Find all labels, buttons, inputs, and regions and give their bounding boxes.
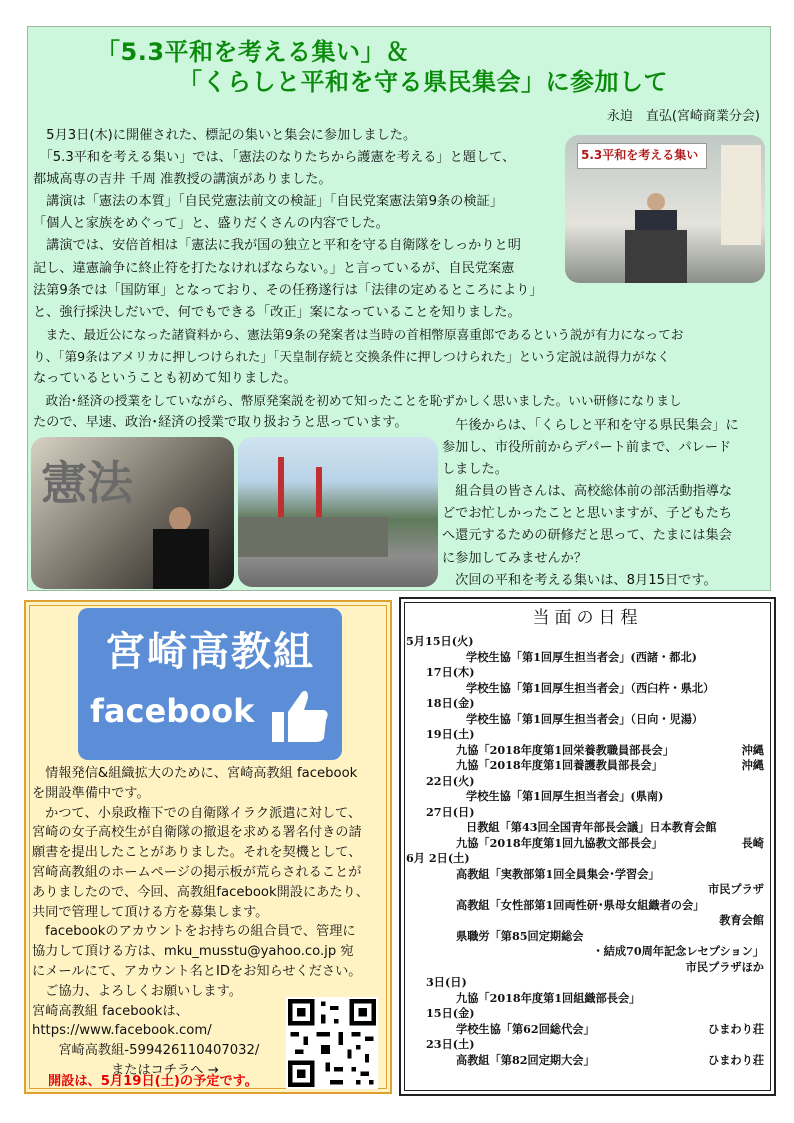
schedule-text: 3日(日): [426, 975, 467, 989]
schedule-date: [406, 727, 764, 743]
article-author: 永迫 直弘(宮崎商業分会): [606, 109, 760, 124]
article-line: 講演は「憲法の本質」「自民党憲法前文の検証」「自民党案憲法第9条の検証」: [33, 194, 503, 210]
schedule-event: [406, 913, 764, 929]
schedule-text: 学校生協「第1回厚生担当者会」(西諸・都北): [466, 649, 697, 664]
schedule-venue: 沖縄: [741, 742, 764, 757]
qr-code-icon[interactable]: [286, 997, 378, 1089]
schedule-text: 高教組「女性部第1回両性研･県母女組織者の会」: [456, 897, 705, 912]
schedule-text: 18日(金): [426, 696, 475, 710]
schedule-event: [406, 681, 764, 697]
article-line: たので、早速、政治･経済の授業で取り扱おうと思っています。: [33, 415, 408, 431]
schedule-event: [406, 650, 764, 666]
facebook-line: ご協力、よろしくお願いします。: [32, 983, 242, 999]
schedule-venue: 長崎: [741, 835, 764, 850]
article-line: り、「第9条はアメリカに押しつけられた」「天皇制存続と交換条件に押しつけられた」という定説は説得力がなく: [33, 348, 670, 364]
schedule-event: [406, 820, 764, 836]
facebook-url-line[interactable]: https://www.facebook.com/: [32, 1023, 212, 1039]
article-side-text: [442, 415, 765, 592]
article-line: 「5.3平和を考える集い」では、「憲法のなりたちから護憲を考える」と題して、: [33, 150, 516, 166]
schedule-date: [406, 805, 764, 821]
schedule-text: 学校生協「第1回厚生担当者会」(県南): [466, 789, 664, 803]
article-line: また、最近公になった諸資料から、憲法第9条の発案者は当時の首相幣原喜重郎であるという説が有力になってお: [33, 326, 684, 342]
facebook-line: 宮崎高教組 facebookは、: [32, 1003, 189, 1019]
schedule-text: 19日(土): [426, 727, 475, 741]
facebook-line: ありましたので、今回、高教組facebook開設にあたり、: [32, 884, 369, 900]
schedule-event: [406, 836, 764, 852]
schedule-event: [406, 743, 764, 759]
facebook-open-note: 開設は、5月19日(土)の予定です。: [48, 1074, 258, 1089]
lecture-photo-banner: 5.3平和を考える集い: [581, 148, 699, 162]
schedule-date: [406, 851, 764, 867]
article-line: と、強行採決しだいで、何でもできる「改正」案になっていることを知りました。: [33, 304, 521, 320]
facebook-email-line[interactable]: 協力して頂ける方は、mku_musstu@yahoo.co.jp 宛: [32, 944, 354, 960]
article-side-line: 参加し、市役所前からデパート前まで、パレード: [442, 440, 732, 456]
schedule-event: [406, 898, 764, 914]
schedule-title: 当面の日程: [532, 608, 643, 628]
article-title-line1: 「5.3平和を考える集い」＆: [96, 38, 410, 66]
article-side-line: しました。: [442, 462, 508, 478]
schedule-text: 6月 2日(土): [406, 851, 470, 865]
schedule-event: [406, 991, 764, 1007]
lecture-photo: [565, 135, 765, 283]
schedule-event: [406, 1053, 764, 1069]
article-side-line: どでお忙しかったことと思いますが、子どもたち: [442, 506, 733, 522]
thumbs-up-icon: [268, 682, 332, 746]
schedule-event: [406, 712, 764, 728]
schedule-date: [406, 696, 764, 712]
schedule-date: [406, 634, 764, 650]
schedule-venue: ひまわり荘: [708, 1052, 764, 1067]
schedule-text: 27日(日): [426, 804, 475, 819]
schedule-text: 学校生協「第1回厚生担当者会」（日向・児湯）: [466, 711, 704, 726]
schedule-venue: ・結成70周年記念レセプション」: [592, 944, 764, 958]
facebook-panel: [24, 600, 392, 1094]
schedule-date: [406, 1006, 764, 1022]
schedule-text: 高教組「実教部第1回全員集会･学習会」: [456, 866, 660, 881]
schedule-venue: ひまわり荘: [708, 1021, 764, 1036]
facebook-line: 情報発信&組織拡大のために、宮崎高教組 facebook: [32, 766, 358, 781]
article-line: なっているということも初めて知りました。: [33, 371, 297, 387]
facebook-line: かつて、小泉政権下での自衛隊イラク派遣に対して、: [32, 805, 362, 821]
schedule-venue: 市民プラザほか: [685, 959, 764, 974]
article-line: 法第9条では「国防軍」となっており、その任務遂行は「法律の定めるところにより」: [33, 282, 543, 298]
schedule-list: [406, 634, 764, 1068]
schedule-text: 日教組「第43回全国青年部長会議」日本教育会館: [466, 820, 717, 834]
kenpo-photo-text: 憲法: [41, 456, 133, 510]
article-side-line: 次回の平和を考える集いは、8月15日です。: [442, 572, 717, 588]
schedule-text: 九協「2018年度第1回栄養教職員部長会」: [456, 742, 674, 757]
schedule-event: [406, 944, 764, 960]
article-line: 政治･経済の授業をしていながら、幣原発案説を初めて知ったことを恥ずかしく思いました。いい研修になりまし: [33, 393, 682, 409]
facebook-logo-en: facebook: [90, 692, 255, 730]
facebook-line: facebookのアカウントをお持ちの組合員で、管理に: [32, 924, 356, 940]
schedule-event: [406, 960, 764, 976]
article-title-line2: 「くらしと平和を守る県民集会」に参加して: [178, 68, 668, 96]
article-side-line: に参加してみませんか？: [442, 550, 588, 566]
facebook-logo: [78, 608, 342, 760]
schedule-date: [406, 975, 764, 991]
schedule-text: 5月15日(火): [406, 634, 474, 648]
schedule-text: 高教組「第82回定期大会」: [456, 1052, 595, 1067]
article-side-line: 午後からは、「くらしと平和を守る県民集会」に: [442, 418, 739, 433]
schedule-event: [406, 882, 764, 898]
facebook-line: 共同で管理して頂ける方を募集します。: [32, 904, 269, 920]
schedule-date: [406, 1037, 764, 1053]
facebook-url-line[interactable]: 宮崎高教組-599426110407032/: [32, 1043, 260, 1059]
schedule-event: [406, 758, 764, 774]
schedule-venue: 教育会館: [719, 913, 764, 927]
schedule-text: 23日(土): [426, 1037, 475, 1051]
facebook-line: またはコチラへ →: [32, 1062, 219, 1078]
schedule-text: 学校生協「第1回厚生担当者会」（西臼杵・県北）: [466, 680, 715, 695]
schedule-text: 県職労「第85回定期総会: [456, 928, 584, 943]
facebook-line: にメールにて、アカウント名とIDをお知らせください。: [32, 963, 362, 979]
kenpo-lecture-photo: [31, 437, 234, 589]
schedule-event: [406, 867, 764, 883]
schedule-panel: [399, 597, 776, 1096]
article-line: 「個人と家族をめぐって」と、盛りだくさんの内容でした。: [33, 216, 389, 232]
article-side-line: 組合員の皆さんは、高校総体前の部活動指導な: [442, 484, 733, 500]
schedule-text: 15日(金): [426, 1006, 475, 1020]
schedule-text: 九協「2018年度第1回養護教員部長会」: [456, 758, 663, 772]
facebook-logo-jp: 宮崎高教組: [105, 629, 315, 675]
schedule-venue: 沖縄: [741, 758, 764, 772]
schedule-venue: 市民プラザ: [708, 882, 764, 896]
schedule-event: [406, 1022, 764, 1038]
schedule-text: 九協「2018年度第1回組織部長会」: [456, 990, 641, 1005]
article-line: 都城高専の吉井 千周 准教授の講演がありました。: [33, 172, 332, 188]
article-line: 5月3日(木)に開催された、標記の集いと集会に参加しました。: [33, 128, 417, 143]
schedule-event: [406, 789, 764, 805]
facebook-line: 願書を提出したことがありました。それを契機として、: [32, 845, 362, 861]
schedule-text: 学校生協「第62回総代会」: [456, 1021, 595, 1036]
parade-photo: [238, 437, 438, 587]
article-panel: [27, 26, 771, 591]
facebook-line: 宮崎高教組のホームページの掲示板が荒らされることが: [32, 864, 362, 880]
schedule-text: 22日(火): [426, 773, 475, 788]
article-line: 講演では、安倍首相は「憲法に我が国の独立と平和を守る自衛隊をしっかりと明: [33, 238, 521, 254]
schedule-date: [406, 774, 764, 790]
schedule-text: 九協「2018年度第1回九協教文部長会」: [456, 835, 663, 850]
schedule-event: [406, 929, 764, 945]
schedule-text: 17日(木): [426, 665, 475, 679]
schedule-date: [406, 665, 764, 681]
article-line: 記し、違憲論争に終止符を打たなければならない。」と言っているが、自民党案憲: [33, 260, 515, 276]
facebook-line: を開設準備中です。: [32, 785, 150, 801]
article-side-line: へ還元するための研修だと思って、たまには集会: [442, 528, 732, 544]
facebook-line: 宮崎の女子高校生が自衛隊の撤退を求める署名付きの請: [32, 825, 362, 841]
